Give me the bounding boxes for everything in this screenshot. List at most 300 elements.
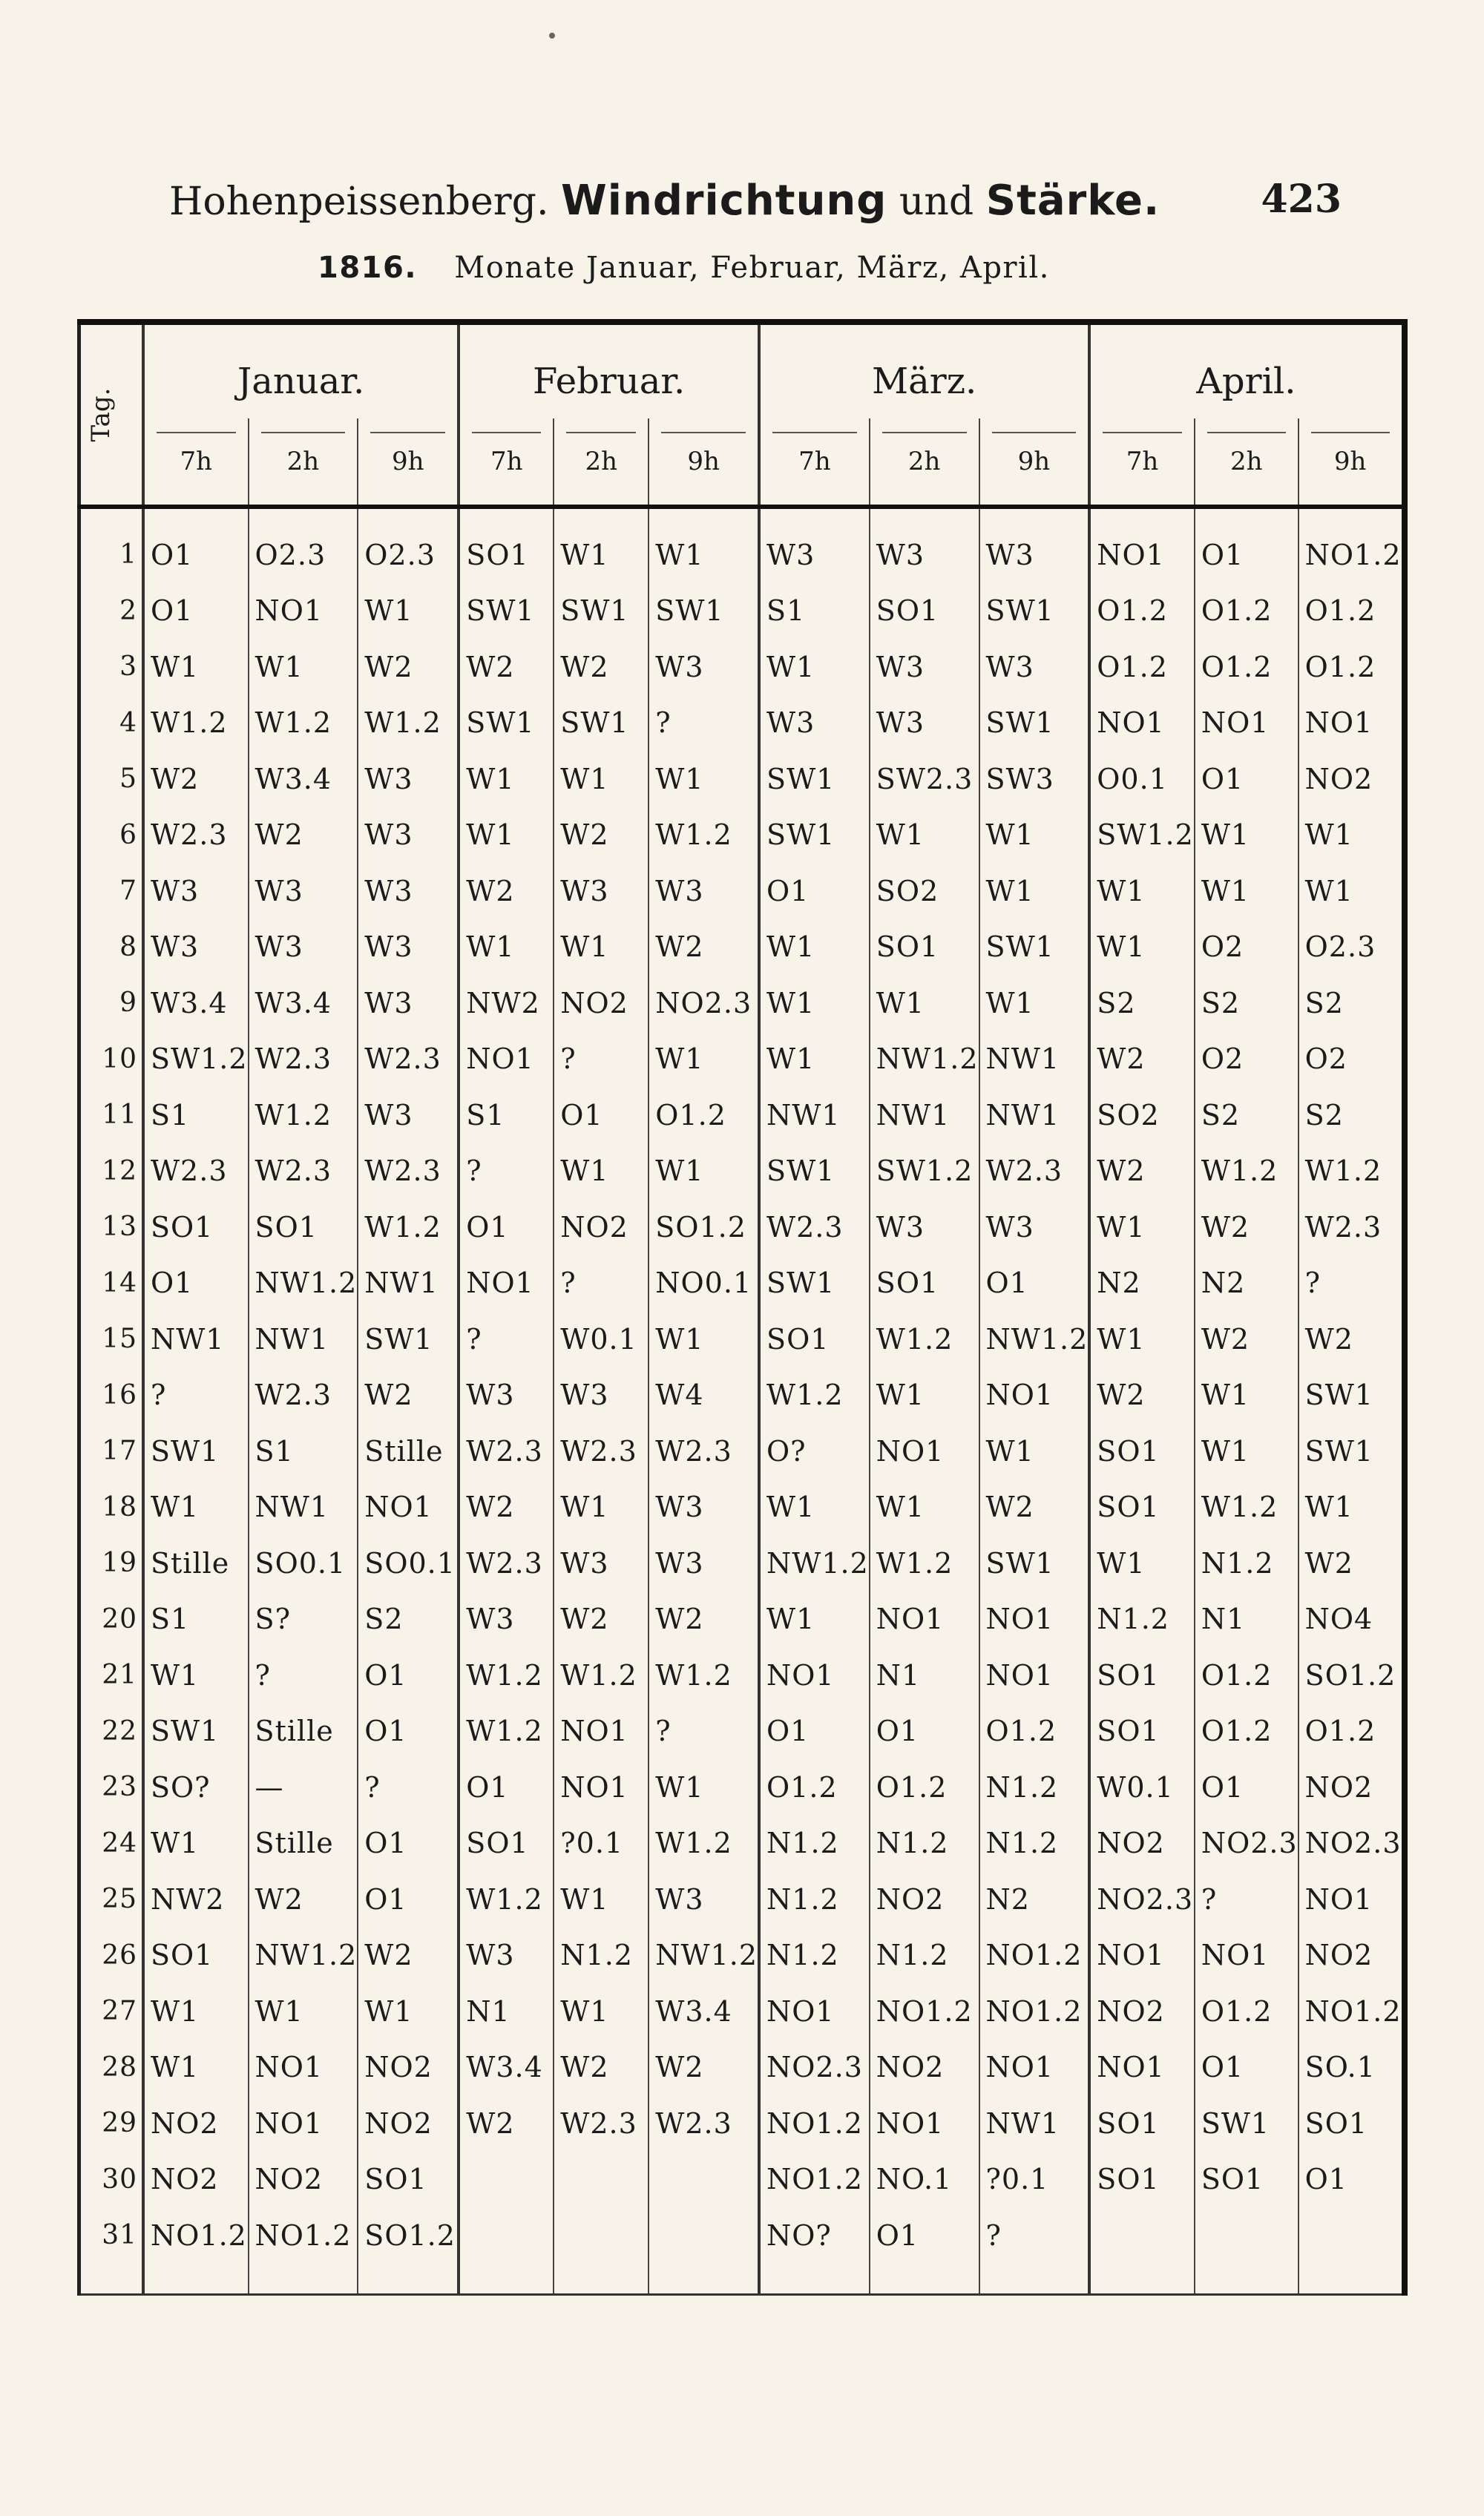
wind-cell: ?	[649, 1704, 759, 1760]
wind-cell: W2	[1298, 1311, 1405, 1367]
wind-cell: SW1	[979, 1535, 1090, 1592]
wind-cell: W4	[649, 1367, 759, 1424]
table-row	[79, 2095, 1405, 2152]
wind-cell: ?	[358, 1759, 459, 1816]
wind-cell: O1	[143, 507, 249, 583]
wind-cell: SO1	[1089, 1704, 1195, 1760]
wind-cell: NO1	[870, 1592, 979, 1648]
wind-cell: SW1	[459, 583, 554, 640]
wind-cell: SW1	[143, 1423, 249, 1479]
wind-cell: NO1	[979, 1592, 1090, 1648]
wind-cell: W1	[1089, 1311, 1195, 1367]
wind-cell: NO2.3	[649, 975, 759, 1031]
table-row	[79, 1983, 1405, 2040]
wind-cell: O1.2	[870, 1759, 979, 1816]
wind-cell: S?	[249, 1592, 358, 1648]
wind-cell: W1	[459, 919, 554, 976]
wind-cell: NO1	[979, 2040, 1090, 2096]
wind-cell: W1	[249, 639, 358, 695]
wind-cell: NO1	[1195, 1928, 1298, 1984]
wind-cell: SO1	[1195, 2152, 1298, 2208]
wind-cell: N2	[1089, 1255, 1195, 1312]
wind-cell: NW1	[979, 2095, 1090, 2152]
wind-table	[77, 319, 1408, 2296]
wind-cell: W2.3	[249, 1367, 358, 1424]
wind-cell: Stille	[249, 1704, 358, 1760]
wind-cell: N2	[1195, 1255, 1298, 1312]
wind-cell: W1	[1195, 1423, 1298, 1479]
wind-cell: NO2	[1298, 1928, 1405, 1984]
wind-cell: W1	[649, 1311, 759, 1367]
table-row	[79, 1031, 1405, 1088]
page-number: 423	[1261, 177, 1342, 222]
wind-cell: SO1.2	[1298, 1647, 1405, 1704]
wind-cell: NO1	[1089, 507, 1195, 583]
wind-cell: W1	[358, 1983, 459, 2040]
wind-cell: NO1	[979, 1367, 1090, 1424]
wind-cell: S2	[1089, 975, 1195, 1031]
wind-cell: NO4	[1298, 1592, 1405, 1648]
wind-cell	[1298, 2207, 1405, 2294]
table-row	[79, 1143, 1405, 1200]
wind-cell: W1	[143, 2040, 249, 2096]
wind-cell: W2.3	[554, 1423, 649, 1479]
wind-cell: S1	[459, 1087, 554, 1143]
wind-cell: W3.4	[459, 2040, 554, 2096]
day-number: 2	[79, 583, 144, 640]
wind-cell: W2.3	[143, 807, 249, 864]
wind-cell: W1	[649, 507, 759, 583]
wind-cell: O1.2	[1195, 1704, 1298, 1760]
hour-header: 7h	[1089, 418, 1195, 507]
wind-cell: O1	[1195, 2040, 1298, 2096]
wind-cell: W1.2	[649, 807, 759, 864]
wind-cell: W3	[554, 863, 649, 919]
wind-cell: SW3	[979, 751, 1090, 807]
page-header	[169, 177, 1342, 225]
table-row	[79, 507, 1405, 583]
wind-cell: O1	[870, 2207, 979, 2294]
wind-cell: SO1.2	[358, 2207, 459, 2294]
wind-cell: NO2	[1089, 1816, 1195, 1872]
table-row	[79, 1255, 1405, 1312]
wind-cell: ?	[554, 1031, 649, 1088]
wind-cell: S1	[249, 1423, 358, 1479]
wind-cell: O1	[459, 1199, 554, 1255]
wind-cell: W1	[1089, 1199, 1195, 1255]
wind-cell: SW1.2	[143, 1031, 249, 1088]
wind-cell: W2	[554, 639, 649, 695]
wind-cell: W2.3	[649, 2095, 759, 2152]
wind-cell: W1	[870, 1367, 979, 1424]
wind-cell: NW1	[870, 1087, 979, 1143]
wind-cell: NO1	[1195, 695, 1298, 752]
wind-cell: W2	[459, 863, 554, 919]
wind-cell: W1	[649, 1143, 759, 1200]
wind-cell: NW1	[979, 1087, 1090, 1143]
wind-cell: NO2.3	[1298, 1816, 1405, 1872]
wind-cell: W2	[649, 2040, 759, 2096]
wind-cell: O1	[1195, 1759, 1298, 1816]
wind-cell: W2	[1195, 1199, 1298, 1255]
wind-cell: NW1	[358, 1255, 459, 1312]
wind-cell: W1.2	[249, 1087, 358, 1143]
wind-cell: O1.2	[1195, 583, 1298, 640]
wind-cell: NO2	[1089, 1983, 1195, 2040]
wind-cell: O1	[759, 1704, 870, 1760]
wind-cell: SW1	[1195, 2095, 1298, 2152]
wind-cell: SO?	[143, 1759, 249, 1816]
wind-cell: W1	[759, 919, 870, 976]
wind-cell: NO0.1	[649, 1255, 759, 1312]
wind-cell: NO2	[554, 1199, 649, 1255]
wind-cell: W1	[979, 1423, 1090, 1479]
wind-cell: —	[249, 1759, 358, 1816]
wind-cell: SW1	[143, 1704, 249, 1760]
wind-cell: SW1	[358, 1311, 459, 1367]
wind-cell: NO2	[358, 2040, 459, 2096]
wind-cell: S1	[143, 1087, 249, 1143]
table-row	[79, 1647, 1405, 1704]
day-column-header: Tag.	[79, 322, 144, 507]
wind-cell: NW1.2	[870, 1031, 979, 1088]
wind-cell: W3	[870, 695, 979, 752]
wind-cell: N1.2	[870, 1928, 979, 1984]
wind-cell: NW1	[759, 1087, 870, 1143]
wind-cell: W2	[979, 1479, 1090, 1536]
table-row	[79, 863, 1405, 919]
month-header-march: März.	[759, 322, 1089, 418]
wind-cell: W1	[1089, 863, 1195, 919]
wind-cell: ?	[459, 1311, 554, 1367]
wind-cell: SW2.3	[870, 751, 979, 807]
wind-cell: W3	[459, 1928, 554, 1984]
wind-cell: NO2	[143, 2095, 249, 2152]
hour-header: 9h	[649, 418, 759, 507]
wind-cell: W1.2	[759, 1367, 870, 1424]
table-row	[79, 1199, 1405, 1255]
wind-cell: NO1	[459, 1255, 554, 1312]
wind-cell: W1	[759, 1031, 870, 1088]
wind-cell: W3	[649, 863, 759, 919]
wind-cell: W1	[759, 975, 870, 1031]
wind-cell	[554, 2152, 649, 2208]
wind-cell: W3	[649, 1479, 759, 1536]
wind-cell: W1	[554, 1983, 649, 2040]
wind-cell: O1	[1195, 751, 1298, 807]
wind-cell: O2.3	[358, 507, 459, 583]
wind-cell: SW1	[554, 583, 649, 640]
wind-cell: W3	[870, 507, 979, 583]
wind-cell: W2	[1089, 1367, 1195, 1424]
wind-cell: O1	[143, 583, 249, 640]
day-number: 28	[79, 2040, 144, 2096]
wind-cell: SO0.1	[249, 1535, 358, 1592]
wind-cell: W2	[554, 1592, 649, 1648]
wind-cell: SO1	[143, 1199, 249, 1255]
wind-cell: NO1.2	[143, 2207, 249, 2294]
wind-cell: W1	[1298, 863, 1405, 919]
wind-cell: SO1	[1089, 2095, 1195, 2152]
month-header-february: Februar.	[459, 322, 759, 418]
wind-cell: O1	[1298, 2152, 1405, 2208]
wind-cell: SW1	[1298, 1367, 1405, 1424]
wind-cell: NO1	[358, 1479, 459, 1536]
wind-cell	[649, 2152, 759, 2208]
wind-cell: W2.3	[759, 1199, 870, 1255]
table-row	[79, 2152, 1405, 2208]
wind-cell: W1.2	[459, 1647, 554, 1704]
wind-cell: ?	[1195, 1871, 1298, 1928]
wind-cell: W2.3	[358, 1143, 459, 1200]
wind-cell: S1	[143, 1592, 249, 1648]
wind-cell: O1	[459, 1759, 554, 1816]
wind-cell: W1.2	[649, 1816, 759, 1872]
wind-cell: O2	[1195, 919, 1298, 976]
wind-cell	[459, 2152, 554, 2208]
wind-cell: O1	[870, 1704, 979, 1760]
wind-cell: W2	[1089, 1143, 1195, 1200]
wind-cell: W3	[358, 919, 459, 976]
wind-cell: SW1	[759, 1143, 870, 1200]
day-number: 21	[79, 1647, 144, 1704]
wind-cell: O?	[759, 1423, 870, 1479]
wind-cell: SW1	[979, 583, 1090, 640]
wind-cell: W3.4	[649, 1983, 759, 2040]
day-number: 4	[79, 695, 144, 752]
wind-cell: W1	[979, 863, 1090, 919]
wind-cell: W3	[459, 1367, 554, 1424]
subheader-text: Monate Januar, Februar, März, April.	[454, 251, 1050, 285]
wind-cell: NO2	[1298, 751, 1405, 807]
wind-cell: W3	[143, 863, 249, 919]
wind-cell: NO1	[870, 1423, 979, 1479]
wind-cell: W2	[249, 807, 358, 864]
table-row	[79, 639, 1405, 695]
wind-cell: NO1	[870, 2095, 979, 2152]
wind-cell: W1	[554, 751, 649, 807]
wind-cell: W2.3	[249, 1143, 358, 1200]
wind-cell: NO2	[249, 2152, 358, 2208]
wind-cell: SO2	[1089, 1087, 1195, 1143]
table-row	[79, 975, 1405, 1031]
wind-cell: W3	[870, 1199, 979, 1255]
day-number: 10	[79, 1031, 144, 1088]
wind-cell: NO1	[759, 1983, 870, 2040]
wind-cell: W2.3	[143, 1143, 249, 1200]
wind-cell: SW1	[554, 695, 649, 752]
wind-cell: W1	[759, 639, 870, 695]
wind-cell: W2	[249, 1871, 358, 1928]
wind-cell: NO2.3	[1089, 1871, 1195, 1928]
table-row	[79, 1816, 1405, 1872]
wind-cell: NO1.2	[979, 1928, 1090, 1984]
wind-cell: NO2.3	[1195, 1816, 1298, 1872]
wind-cell: W3	[249, 919, 358, 976]
wind-cell: NO1	[249, 2040, 358, 2096]
wind-cell: N2	[979, 1871, 1090, 1928]
wind-cell: W3	[249, 863, 358, 919]
wind-cell: W1	[554, 1143, 649, 1200]
day-number: 17	[79, 1423, 144, 1479]
wind-cell: SW1	[759, 807, 870, 864]
wind-cell: W1.2	[649, 1647, 759, 1704]
wind-cell: W1.2	[1195, 1143, 1298, 1200]
wind-cell: SW1	[459, 695, 554, 752]
wind-cell: W3	[759, 507, 870, 583]
wind-cell: ?	[1298, 1255, 1405, 1312]
wind-cell: ?	[554, 1255, 649, 1312]
wind-cell: O1.2	[979, 1704, 1090, 1760]
wind-cell: W2	[358, 1367, 459, 1424]
wind-cell: O1.2	[1089, 639, 1195, 695]
wind-cell: W1.2	[249, 695, 358, 752]
table-row	[79, 1423, 1405, 1479]
wind-cell: W1	[554, 1871, 649, 1928]
wind-cell: SO2	[870, 863, 979, 919]
header-title-strength: Stärke.	[985, 177, 1160, 225]
wind-cell: W3	[143, 919, 249, 976]
wind-cell: O1.2	[759, 1759, 870, 1816]
wind-cell: W2.3	[459, 1535, 554, 1592]
wind-cell: SW1.2	[1089, 807, 1195, 864]
wind-cell: W3	[459, 1592, 554, 1648]
wind-cell: NO1	[554, 1704, 649, 1760]
table-row	[79, 751, 1405, 807]
wind-cell: SO1	[1089, 1647, 1195, 1704]
wind-cell: SO1	[249, 1199, 358, 1255]
wind-cell: NW2	[143, 1871, 249, 1928]
wind-cell: W1.2	[143, 695, 249, 752]
day-number: 5	[79, 751, 144, 807]
wind-cell: NO1	[249, 583, 358, 640]
wind-cell: W2	[358, 1928, 459, 1984]
day-number: 3	[79, 639, 144, 695]
table-row	[79, 1087, 1405, 1143]
table-row	[79, 1871, 1405, 1928]
wind-cell: NO2	[358, 2095, 459, 2152]
table-row	[79, 1592, 1405, 1648]
wind-cell: SW1	[979, 919, 1090, 976]
wind-cell: W1.2	[870, 1535, 979, 1592]
hour-header: 2h	[249, 418, 358, 507]
wind-cell: NO1.2	[979, 1983, 1090, 2040]
wind-cell: O1	[358, 1871, 459, 1928]
day-number: 8	[79, 919, 144, 976]
wind-cell	[1089, 2207, 1195, 2294]
wind-cell: SO1	[459, 1816, 554, 1872]
wind-cell: S2	[1298, 1087, 1405, 1143]
table-row	[79, 1367, 1405, 1424]
wind-cell: N1.2	[870, 1816, 979, 1872]
table-row	[79, 1535, 1405, 1592]
wind-cell: W3	[979, 507, 1090, 583]
day-number: 24	[79, 1816, 144, 1872]
wind-cell: W1.2	[554, 1647, 649, 1704]
wind-cell: W1	[143, 1816, 249, 1872]
wind-cell: SW1	[1298, 1423, 1405, 1479]
wind-cell: O1	[554, 1087, 649, 1143]
hour-header: 2h	[1195, 418, 1298, 507]
wind-cell: NW1.2	[979, 1311, 1090, 1367]
wind-cell: W0.1	[1089, 1759, 1195, 1816]
day-number: 27	[79, 1983, 144, 2040]
table-row	[79, 1704, 1405, 1760]
wind-cell: NO2	[143, 2152, 249, 2208]
wind-cell: SO1	[870, 919, 979, 976]
wind-cell: W1.2	[358, 695, 459, 752]
wind-cell: O2.3	[1298, 919, 1405, 976]
wind-cell: W1	[249, 1983, 358, 2040]
wind-cell: NW1.2	[759, 1535, 870, 1592]
wind-cell: SO1	[143, 1928, 249, 1984]
wind-cell	[459, 2207, 554, 2294]
wind-cell: ?	[459, 1143, 554, 1200]
hour-header: 2h	[554, 418, 649, 507]
wind-cell: S2	[358, 1592, 459, 1648]
day-number: 9	[79, 975, 144, 1031]
table-row	[79, 2207, 1405, 2294]
wind-cell: W1	[649, 1031, 759, 1088]
wind-cell: O2.3	[249, 507, 358, 583]
wind-cell: SO1	[870, 583, 979, 640]
wind-cell: NO1	[1298, 1871, 1405, 1928]
wind-cell: NO2	[1298, 1759, 1405, 1816]
wind-cell: N1.2	[979, 1759, 1090, 1816]
wind-cell: O1	[143, 1255, 249, 1312]
wind-cell: NW2	[459, 975, 554, 1031]
wind-cell: SO0.1	[358, 1535, 459, 1592]
page-subheader	[318, 251, 1050, 285]
wind-cell: W1	[870, 975, 979, 1031]
wind-cell: W2.3	[1298, 1199, 1405, 1255]
wind-cell: N1	[1195, 1592, 1298, 1648]
wind-cell: W1	[1195, 1367, 1298, 1424]
wind-cell: ?	[249, 1647, 358, 1704]
table-row	[79, 1311, 1405, 1367]
wind-cell	[649, 2207, 759, 2294]
wind-cell: NO1	[459, 1031, 554, 1088]
wind-cell: NW1.2	[649, 1928, 759, 1984]
wind-cell: W1	[459, 807, 554, 864]
wind-cell: W1	[1089, 1535, 1195, 1592]
wind-cell: O2	[1298, 1031, 1405, 1088]
day-number: 13	[79, 1199, 144, 1255]
wind-cell: W3	[358, 751, 459, 807]
wind-cell: W1.2	[459, 1871, 554, 1928]
wind-cell: O1.2	[1298, 1704, 1405, 1760]
wind-cell: SO1	[1298, 2095, 1405, 2152]
wind-cell: N1.2	[759, 1871, 870, 1928]
wind-cell: W1	[979, 975, 1090, 1031]
wind-cell: W1.2	[1195, 1479, 1298, 1536]
wind-cell: W1	[759, 1479, 870, 1536]
wind-cell	[1195, 2207, 1298, 2294]
wind-cell: O1	[358, 1647, 459, 1704]
wind-cell: SW1	[649, 583, 759, 640]
wind-cell: NW1	[249, 1311, 358, 1367]
wind-cell: W1	[143, 1983, 249, 2040]
hour-header: 7h	[759, 418, 870, 507]
wind-cell: NO1	[1298, 695, 1405, 752]
day-number: 23	[79, 1759, 144, 1816]
wind-cell: W1	[1195, 807, 1298, 864]
wind-cell: W1	[1298, 807, 1405, 864]
wind-cell: W3	[358, 1087, 459, 1143]
wind-cell: W1	[143, 1479, 249, 1536]
table-row	[79, 1759, 1405, 1816]
wind-cell: W1.2	[459, 1704, 554, 1760]
